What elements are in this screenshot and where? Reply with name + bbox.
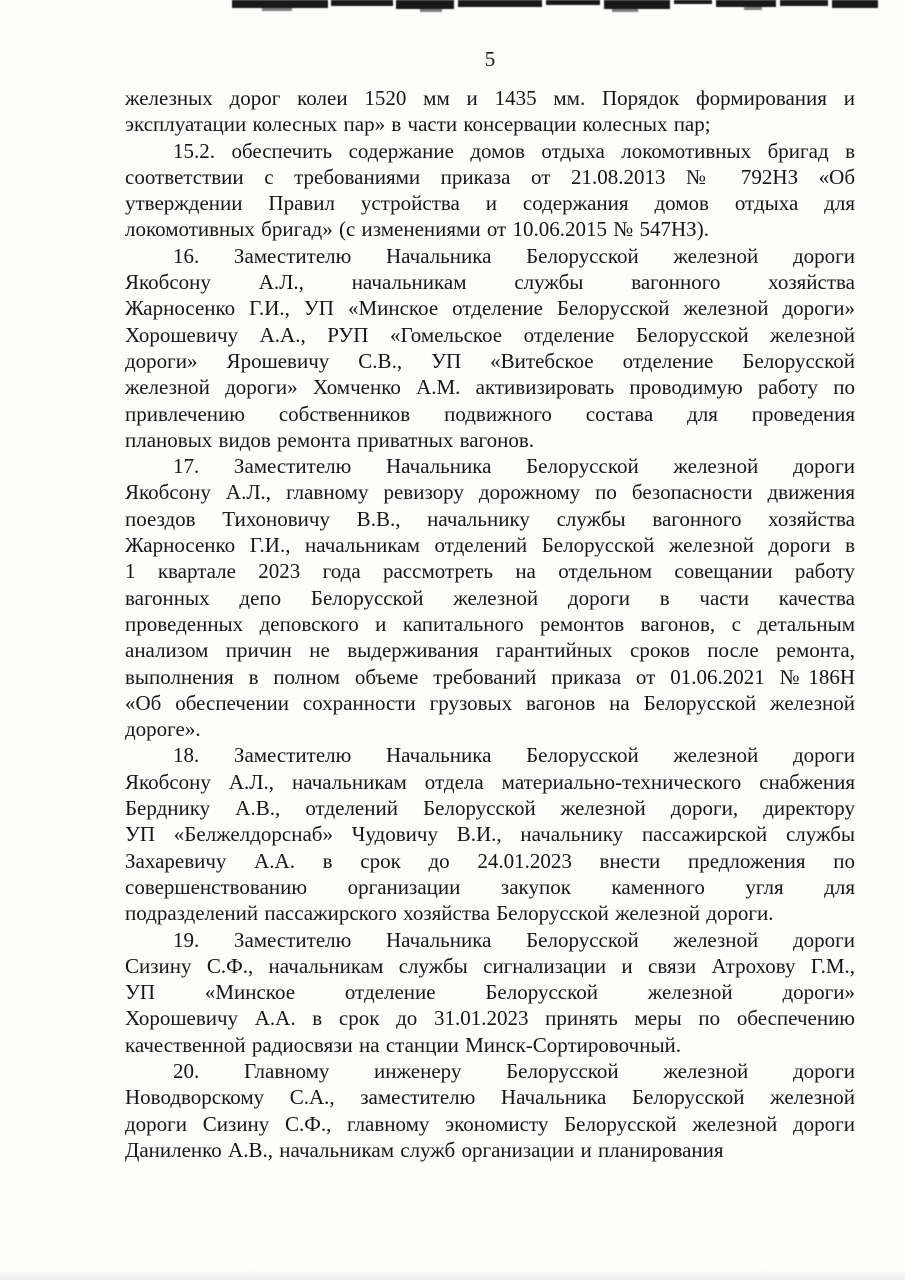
text-line: Жарносенко Г.И., начальникам отделений Белорусской железной дороги в	[125, 533, 855, 558]
text-line: Новодворскому С.А., заместителю Начальника Белорусской железной	[125, 1085, 855, 1110]
text-line: Хорошевичу А.А., РУП «Гомельское отделение Белорусской железной	[125, 322, 855, 347]
text-line: подразделений пассажирского хозяйства Белорусской железной дороги.	[125, 901, 774, 926]
text-line: поездов Тихоновичу В.В., начальнику службы вагонного хозяйства	[125, 506, 855, 531]
text-line: Захаревичу А.А. в срок до 24.01.2023 внести предложения по	[125, 848, 855, 873]
text-line: проведенных деповского и капитального ремонтов вагонов, с детальным	[125, 611, 855, 636]
text-line: совершенствованию организации закупок каменного угля для	[125, 874, 855, 899]
text-line: дороги» Ярошевичу С.В., УП «Витебское отделение Белорусской	[125, 348, 855, 373]
text-line: Якобсону А.Л., главному ревизору дорожному по безопасности движения	[125, 480, 855, 505]
text-line: привлечению собственников подвижного состава для проведения	[125, 401, 855, 426]
text-line: 19. Заместителю Начальника Белорусской железной дороги	[173, 927, 855, 952]
text-line: УП «Минское отделение Белорусской железной дороги»	[125, 980, 855, 1005]
text-line: 18. Заместителю Начальника Белорусской железной дороги	[173, 743, 855, 768]
text-line: утверждении Правил устройства и содержания домов отдыха для	[125, 191, 855, 216]
text-line: 16. Заместителю Начальника Белорусской железной дороги	[173, 243, 855, 268]
text-line: дороге».	[125, 717, 201, 742]
text-line: Жарносенко Г.И., УП «Минское отделение Белорусской железной дороги»	[125, 296, 855, 321]
text-line: УП «Белжелдорснаб» Чудовичу В.И., начальнику пассажирской службы	[125, 822, 855, 847]
scan-artifact-bottom-shade	[0, 1270, 905, 1280]
text-line: выполнения в полном объеме требований приказа от 01.06.2021 №186Н	[125, 664, 855, 689]
text-line: 15.2. обеспечить содержание домов отдыха локомотивных бригад в	[173, 138, 855, 163]
text-line: Якобсону А.Л., начальникам отдела материально-технического снабжения	[125, 769, 855, 794]
text-line: анализом причин не выдерживания гарантийных сроков после ремонта,	[125, 638, 855, 663]
text-line: «Об обеспечении сохранности грузовых вагонов на Белорусской железной	[125, 690, 855, 715]
text-line: Сизину С.Ф., начальникам службы сигнализации и связи Атрохову Г.М.,	[125, 953, 855, 978]
text-line: 17. Заместителю Начальника Белорусской железной дороги	[173, 454, 855, 479]
text-line: железной дороги» Хомченко А.М. активизировать проводимую работу по	[125, 375, 855, 400]
text-line: вагонных депо Белорусской железной дороги в части качества	[125, 585, 855, 610]
document-body	[125, 85, 855, 1163]
scan-artifact-top-band-icon	[0, 0, 905, 16]
page-number: 5	[484, 47, 496, 71]
text-line: Хорошевичу А.А. в срок до 31.01.2023 принять меры по обеспечению	[125, 1006, 855, 1031]
text-line: железных дорог колеи 1520 мм и 1435 мм. Порядок формирования и	[125, 86, 855, 110]
text-line: 1 квартале 2023 года рассмотреть на отдельном совещании работу	[125, 559, 855, 584]
text-line: плановых видов ремонта приватных вагонов.	[125, 427, 535, 452]
text-line: Берднику А.В., отделений Белорусской железной дороги, директору	[125, 796, 855, 821]
text-line: эксплуатации колесных пар» в части консервации колесных пар;	[125, 112, 711, 137]
text-line: Якобсону А.Л., начальникам службы вагонного хозяйства	[125, 270, 855, 295]
text-line: дороги Сизину С.Ф., главному экономисту Белорусской железной дороги	[125, 1111, 855, 1136]
text-line: 20. Главному инженеру Белорусской железной дороги	[173, 1058, 855, 1083]
text-line: качественной радиосвязи на станции Минск-Сортировочный.	[125, 1032, 682, 1057]
text-line: соответствии с требованиями приказа от 21.08.2013 № 792НЗ «Об	[125, 164, 855, 189]
page-content	[125, 46, 855, 1163]
text-line: локомотивных бригад» (с изменениями от 10.06.2015 № 547НЗ).	[125, 217, 709, 242]
text-line: Даниленко А.В., начальникам служб организации и планирования	[125, 1137, 724, 1162]
